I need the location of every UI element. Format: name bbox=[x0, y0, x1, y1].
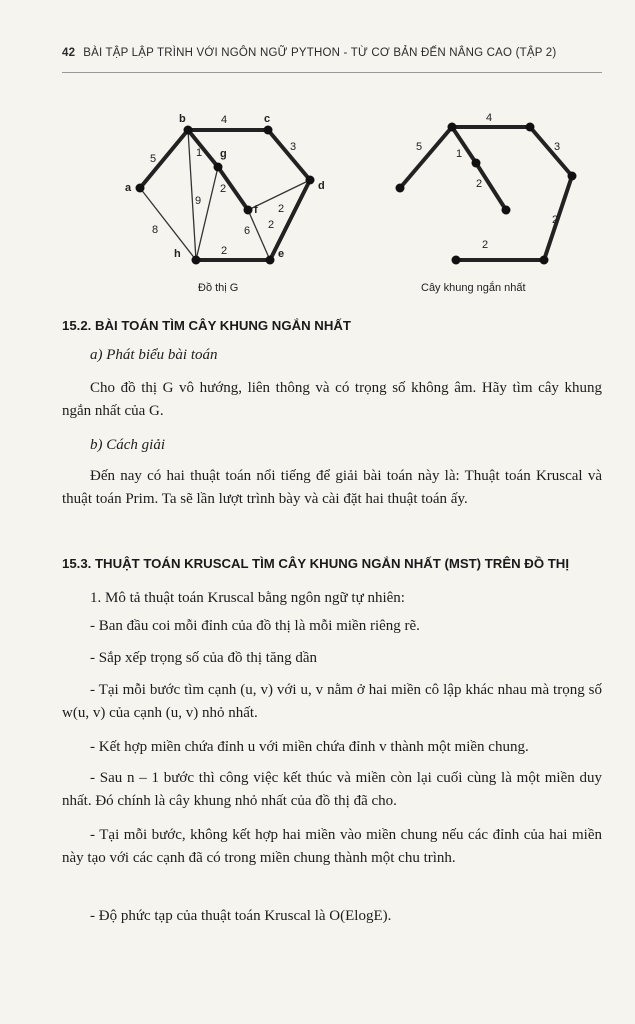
vertex-label-c: c bbox=[264, 113, 271, 125]
edge-g-h bbox=[196, 167, 218, 260]
edge-d-e bbox=[270, 180, 310, 260]
tree-weight-2b: 2 bbox=[552, 214, 559, 226]
weight-g-f: 2 bbox=[220, 183, 227, 195]
kruscal-line-5: - Kết hợp miền chứa đỉnh u với miền chứa đỉnh v thành một miền chung. bbox=[90, 739, 529, 755]
vertex-label-f: f bbox=[254, 204, 258, 216]
vertex-label-e: e bbox=[278, 248, 285, 260]
kruscal-line-1: 1. Mô tả thuật toán Kruscal bằng ngôn ngữ tự nhiên: bbox=[90, 590, 405, 606]
weight-a-b: 5 bbox=[150, 153, 157, 165]
kruscal-line-4: - Tại mỗi bước tìm cạnh (u, v) với u, v nằm ở hai miền cô lập khác nhau mà trọng số w(u, v) của cạnh (u, v) nhỏ nhất. bbox=[62, 682, 602, 721]
kruscal-line-6: - Sau n – 1 bước thì công việc kết thúc và miền còn lại cuối cùng là một miền duy nhất. Đó chính là cây khung nhỏ nhất của đồ thị đã cho. bbox=[62, 770, 602, 809]
edge-f-e bbox=[248, 210, 270, 260]
tree-weight-5: 5 bbox=[416, 141, 423, 153]
tree-weight-3: 3 bbox=[554, 141, 561, 153]
weight-a-h: 8 bbox=[152, 224, 159, 236]
weight-d-e: 2 bbox=[278, 203, 285, 215]
graph-figure bbox=[100, 100, 600, 270]
header-rule bbox=[62, 72, 602, 73]
tree-weight-1: 1 bbox=[456, 148, 463, 160]
edge-a-b bbox=[140, 130, 188, 188]
kruscal-line-2: - Ban đầu coi mỗi đỉnh của đồ thị là mỗi miền riêng rẽ. bbox=[90, 618, 420, 634]
weight-b-c: 4 bbox=[221, 114, 228, 126]
weight-c-d: 3 bbox=[290, 141, 297, 153]
weight-f-e: 6 bbox=[244, 225, 251, 237]
heading-15-3: 15.3. THUẬT TOÁN KRUSCAL TÌM CÂY KHUNG NGẮN NHẤT (MST) TRÊN ĐỒ THỊ bbox=[62, 556, 569, 571]
edge-c-d bbox=[268, 130, 310, 180]
sub-a: a) Phát biểu bài toán bbox=[90, 347, 218, 363]
tree-caption: Cây khung ngắn nhất bbox=[421, 282, 526, 294]
edge-a-h bbox=[140, 188, 196, 260]
kruscal-line-3: - Sắp xếp trọng số của đồ thị tăng dần bbox=[90, 650, 318, 666]
vertex-label-a: a bbox=[125, 182, 132, 194]
edge-b-g bbox=[188, 130, 218, 167]
graph-caption: Đồ thị G bbox=[198, 282, 239, 294]
para-b: Đến nay có hai thuật toán nổi tiếng để giải bài toán này là: Thuật toán Kruscal và thuật toán Prim. Ta sẽ lần lượt trình bày và cài đặt hai thuật toán ấy. bbox=[62, 468, 602, 507]
spanning-tree bbox=[396, 112, 577, 265]
tree-weight-2c: 2 bbox=[482, 239, 489, 251]
page-number: 42 bbox=[62, 47, 76, 59]
kruscal-line-7: - Tại mỗi bước, không kết hợp hai miền vào miền chung nếu các đỉnh của hai miền này tạo với các cạnh đã có trong miền chung thành một chu trình. bbox=[62, 827, 602, 866]
para-a: Cho đồ thị G vô hướng, liên thông và có trọng số không âm. Hãy tìm cây khung ngắn nhất của G. bbox=[62, 380, 602, 419]
vertex-label-h: h bbox=[174, 248, 181, 260]
tree-weight-4: 4 bbox=[486, 112, 493, 124]
weight-b-h: 9 bbox=[195, 195, 202, 207]
running-header bbox=[62, 47, 556, 59]
graph-g bbox=[125, 113, 325, 265]
weight-f-d: 2 bbox=[268, 219, 275, 231]
tree-weight-2a: 2 bbox=[476, 178, 483, 190]
weight-b-g: 1 bbox=[196, 147, 203, 159]
vertex-label-b: b bbox=[179, 113, 186, 125]
vertex-label-d: d bbox=[318, 180, 325, 192]
kruscal-line-8: - Độ phức tạp của thuật toán Kruscal là O(ElogE). bbox=[90, 908, 392, 924]
heading-15-2: 15.2. BÀI TOÁN TÌM CÂY KHUNG NGẮN NHẤT bbox=[62, 318, 351, 333]
book-title: BÀI TẬP LẬP TRÌNH VỚI NGÔN NGỮ PYTHON - TỪ CƠ BẢN ĐẾN NÂNG CAO (TẬP 2) bbox=[83, 47, 557, 59]
vertex-label-g: g bbox=[220, 148, 227, 160]
sub-b: b) Cách giải bbox=[90, 437, 165, 453]
weight-h-e: 2 bbox=[221, 245, 228, 257]
